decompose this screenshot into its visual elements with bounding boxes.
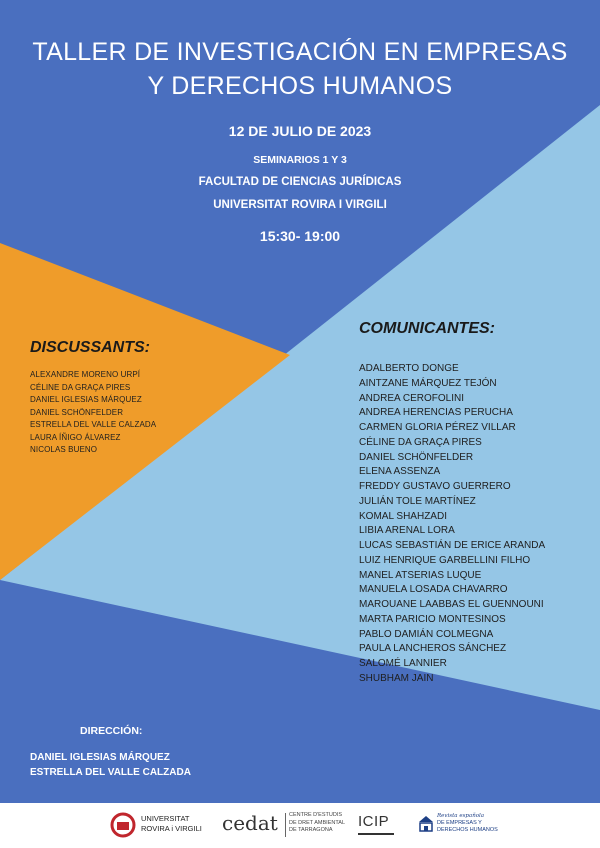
revista-logo-text: [437, 813, 498, 834]
event-university: UNIVERSITAT ROVIRA I VIRGILI: [213, 199, 387, 211]
list-item: ALEXANDRE MORENO URPÍ: [30, 370, 141, 379]
list-item: CÉLINE DA GRAÇA PIRES: [359, 436, 482, 448]
comunicantes-list: [359, 362, 594, 687]
direccion-label: DIRECCIÓN:: [80, 725, 143, 737]
list-item: PABLO DAMIÁN COLMEGNA: [359, 628, 494, 640]
cedat-logo-text: cedat: [222, 811, 278, 835]
list-item: CÉLINE DA GRAÇA PIRES: [30, 382, 131, 392]
urv-line-1: UNIVERSITAT: [141, 814, 190, 823]
list-item: FREDDY GUSTAVO GUERRERO: [359, 481, 511, 492]
list-item: MAROUANE LAABBAS EL GUENNOUNI: [359, 599, 544, 610]
icip-logo-text: ICIP: [358, 813, 390, 830]
cedat-divider: [285, 813, 286, 837]
revista-line-2: DE EMPRESAS Y: [437, 820, 482, 826]
event-date: 12 DE JULIO DE 2023: [228, 123, 372, 139]
list-item: LIBIA ARENAL LORA: [359, 525, 455, 537]
list-item: ELENA ASSENZA: [359, 466, 441, 478]
cedat-subtitle: [289, 812, 345, 835]
event-room: SEMINARIOS 1 Y 3: [253, 154, 347, 166]
list-item: JULIÁN TOLE MARTÍNEZ: [359, 495, 476, 507]
list-item: KOMAL SHAHZADI: [359, 510, 447, 522]
list-item: ADALBERTO DONGE: [359, 363, 459, 374]
cedat-sub-3: DE TARRAGONA: [289, 827, 333, 833]
list-item: PAULA LANCHEROS SÁNCHEZ: [359, 643, 507, 655]
list-item: LUIZ HENRIQUE GARBELLINI FILHO: [359, 554, 531, 566]
list-item: ESTRELLA DEL VALLE CALZADA: [30, 420, 157, 429]
list-item: MANUELA LOSADA CHAVARRO: [359, 584, 508, 596]
list-item: SALOMÉ LANNIER: [359, 658, 447, 669]
urv-logo-icon: [110, 812, 136, 838]
comunicantes-heading: COMUNICANTES:: [359, 320, 495, 337]
logo-footer: [0, 803, 600, 848]
list-item: MANEL ATSERIAS LUQUE: [359, 569, 482, 581]
list-item: SHUBHAM JAIN: [359, 672, 434, 684]
list-item: LUCAS SEBASTIÁN DE ERICE ARANDA: [359, 540, 546, 551]
list-item: MARTA PARICIO MONTESINOS: [359, 613, 506, 625]
event-time: 15:30- 19:00: [259, 228, 341, 244]
list-item: AINTZANE MÁRQUEZ TEJÓN: [359, 377, 497, 389]
cedat-sub-2: DE DRET AMBIENTAL: [289, 819, 346, 826]
urv-line-2: ROVIRA i VIRGILI: [141, 824, 202, 833]
list-item: DANIEL SCHÖNFELDER: [359, 451, 474, 463]
revista-line-3: DERECHOS HUMANOS: [437, 827, 498, 833]
list-item: ANDREA HERENCIAS PERUCHA: [359, 407, 513, 419]
title-line-1: TALLER DE INVESTIGACIÓN EN EMPRESAS: [32, 38, 568, 66]
urv-logo-text: [141, 814, 202, 834]
list-item: NICOLAS BUENO: [30, 445, 98, 454]
discussants-heading: DISCUSSANTS:: [30, 339, 151, 356]
list-item: LAURA ÍÑIGO ÁLVAREZ: [30, 432, 121, 442]
direccion-list: [30, 750, 191, 780]
list-item: DANIEL IGLESIAS MÁRQUEZ: [30, 395, 142, 404]
list-item: CARMEN GLORIA PÉREZ VILLAR: [359, 422, 516, 433]
revista-logo-icon: [418, 815, 434, 833]
revista-line-1: Revista española: [437, 813, 485, 819]
icip-underline: [358, 833, 394, 835]
list-item: DANIEL SCHÖNFELDER: [30, 407, 124, 417]
cedat-sub-1: CENTRE D'ESTUDIS: [289, 812, 342, 818]
event-faculty: FACULTAD DE CIENCIAS JURÍDICAS: [198, 176, 402, 188]
list-item: ESTRELLA DEL VALLE CALZADA: [30, 767, 191, 778]
title-line-2: Y DERECHOS HUMANOS: [147, 72, 453, 100]
list-item: ANDREA CEROFOLINI: [359, 392, 465, 404]
list-item: DANIEL IGLESIAS MÁRQUEZ: [30, 752, 170, 763]
discussants-list: [30, 369, 260, 457]
